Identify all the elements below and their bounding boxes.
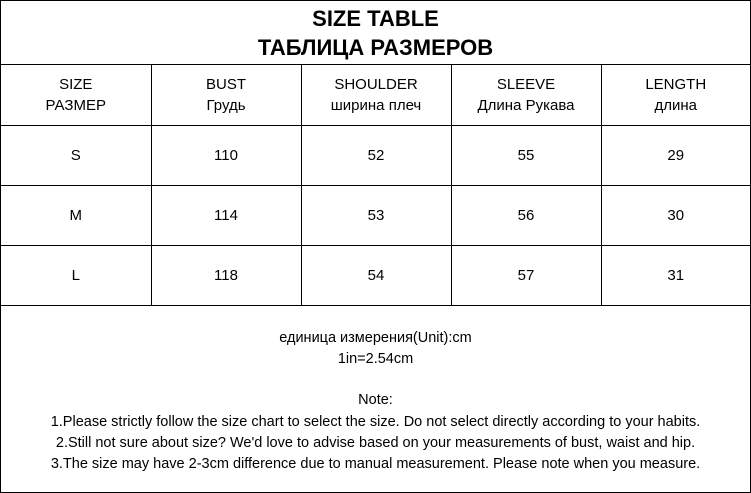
- column-header-label-en: SHOULDER: [334, 75, 418, 93]
- title-russian: ТАБЛИЦА РАЗМЕРОВ: [257, 34, 494, 60]
- column-header-label-en: LENGTH: [645, 75, 707, 93]
- table-cell-sleeve: 55: [451, 125, 601, 185]
- column-header-label-ru: Длина Рукава: [477, 96, 575, 114]
- table-cell-bust: 118: [151, 245, 301, 305]
- table-cell-size: M: [1, 185, 151, 245]
- column-header-label-en: SLEEVE: [496, 75, 556, 93]
- table-cell-size: S: [1, 125, 151, 185]
- note-item: 1.Please strictly follow the size chart to select the size. Do not select directly according to your habits.: [50, 414, 701, 430]
- notes-block: [1, 306, 750, 492]
- table-row: [1, 185, 750, 245]
- column-header-bust: [151, 65, 301, 125]
- column-header-label-ru: РАЗМЕР: [45, 96, 106, 114]
- column-header-size: [1, 65, 151, 125]
- column-header-label-ru: ширина плеч: [330, 96, 422, 114]
- note-title: Note:: [358, 392, 393, 408]
- table-cell-shoulder: 52: [301, 125, 451, 185]
- table-cell-length: 29: [601, 125, 750, 185]
- table-cell-length: 30: [601, 185, 750, 245]
- table-row: [1, 245, 750, 305]
- conversion-text: 1in=2.54cm: [337, 351, 414, 367]
- note-item: 2.Still not sure about size? We'd love to advise based on your measurements of bust, waist and hip.: [55, 435, 696, 451]
- table-cell-sleeve: 56: [451, 185, 601, 245]
- table-cell-size: L: [1, 245, 151, 305]
- table-row: [1, 125, 750, 185]
- column-header-label-ru: Грудь: [206, 96, 246, 114]
- table-cell-bust: 114: [151, 185, 301, 245]
- table-header-row: [1, 65, 750, 125]
- column-header-length: [601, 65, 750, 125]
- table-cell-shoulder: 53: [301, 185, 451, 245]
- title-english: SIZE TABLE: [312, 5, 439, 31]
- column-header-sleeve: [451, 65, 601, 125]
- column-header-label-en: BUST: [205, 75, 246, 93]
- unit-text: единица измерения(Unit):cm: [279, 330, 472, 346]
- column-header-label-ru: длина: [654, 96, 697, 114]
- note-item: 3.The size may have 2-3cm difference due to manual measurement. Please note when you measure.: [50, 456, 701, 472]
- title-block: [1, 1, 750, 65]
- table-cell-length: 31: [601, 245, 750, 305]
- column-header-shoulder: [301, 65, 451, 125]
- size-table: [1, 65, 750, 306]
- table-cell-sleeve: 57: [451, 245, 601, 305]
- column-header-label-en: SIZE: [59, 75, 93, 93]
- table-cell-bust: 110: [151, 125, 301, 185]
- table-cell-shoulder: 54: [301, 245, 451, 305]
